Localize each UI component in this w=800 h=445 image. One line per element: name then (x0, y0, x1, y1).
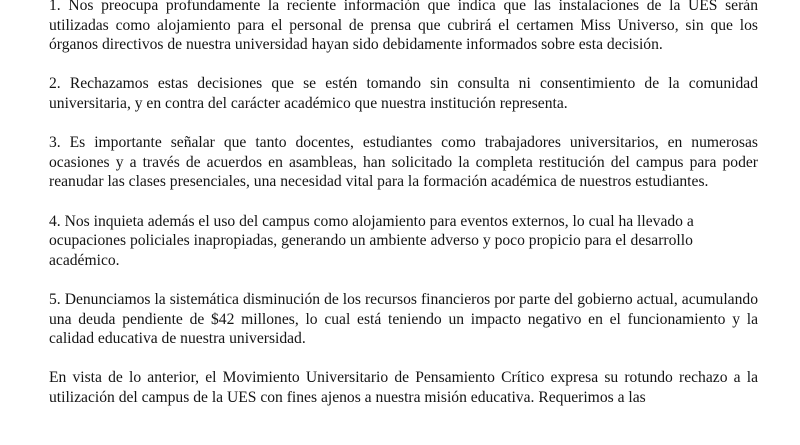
paragraph-conclusion: En vista de lo anterior, el Movimiento Universitario de Pensamiento Crítico expresa su rotundo rechazo a la utilización del campus de la UES con fines ajenos a nuestra misión educativa. Requerimos a las (49, 369, 758, 406)
paragraph-point-5: 5. Denunciamos la sistemática disminución de los recursos financieros por parte del gobierno actual, acumulando una deuda pendiente de $42 millones, lo cual está teniendo un impacto negativo en el funcionamiento y la calidad educativa de nuestra universidad. (49, 290, 758, 348)
paragraph-point-1: 1. Nos preocupa profundamente la reciente información que indica que las instalaciones de la UES serán utilizadas como alojamiento para el personal de prensa que cubrirá el certamen Miss Universo, sin que los órganos directivos de nuestra universidad hayan sido debidamente informados sobre esta decisión. (49, 0, 758, 54)
paragraph-point-4: 4. Nos inquieta además el uso del campus como alojamiento para eventos externos, lo cual ha llevado a ocupaciones policiales inapropiadas, generando un ambiente adverso y poco propicio para el desarrollo académico. (49, 212, 694, 269)
paragraph-point-3: 3. Es importante señalar que tanto docentes, estudiantes como trabajadores universitarios, en numerosas ocasiones y a través de acuerdos en asambleas, han solicitado la completa restitución del campus para poder reanudar las clases presenciales, una necesidad vital para la formación académica de nuestros estudiantes. (49, 134, 758, 191)
paragraph-point-2: 2. Rechazamos estas decisiones que se estén tomando sin consulta ni consentimiento de la comunidad universitaria, y en contra del carácter académico que nuestra institución representa. (49, 75, 758, 112)
document-body (49, 0, 758, 427)
